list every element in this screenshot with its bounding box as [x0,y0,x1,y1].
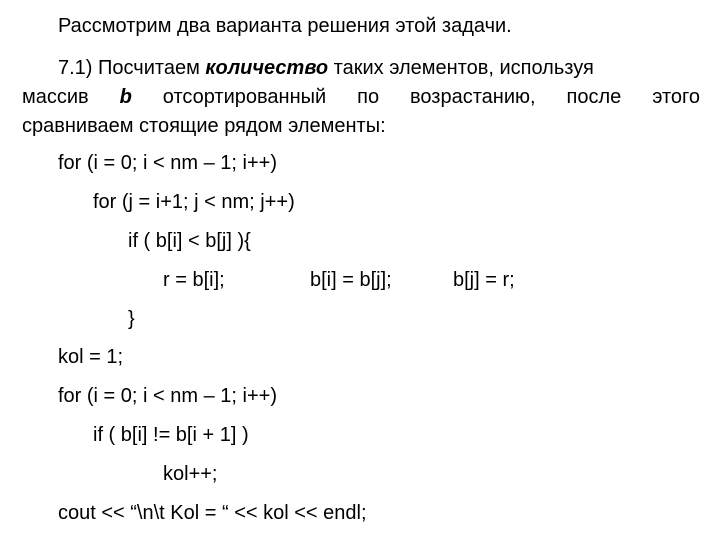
code-line-6: kol = 1; [58,346,124,368]
paragraph-line-3: сравниваем стоящие рядом элементы: [22,115,386,137]
paragraph-line-2 [22,85,700,109]
code-line-3: if ( b[i] < b[j] ){ [128,230,251,252]
paragraph-line-1-suffix: таких элементов, используя [328,57,594,79]
paragraph-line-1-prefix: 7.1) Посчитаем [58,57,206,79]
emphasis-kolichestvo: количество [205,57,329,79]
code-line-8: if ( b[i] != b[i + 1] ) [93,424,249,446]
paragraph-line-1 [58,56,594,80]
code-line-9: kol++; [163,463,218,485]
code-line-5: } [128,308,135,330]
intro-text: Рассмотрим два варианта решения этой задачи. [58,15,512,37]
code-line-4a: r = b[i]; [163,269,225,291]
code-line-7: for (i = 0; i < nm – 1; i++) [58,385,277,407]
paragraph-line-2-suffix: отсортированный по возрастанию, после этого [131,86,700,108]
emphasis-b: b [119,86,132,108]
paragraph-line-2-prefix: массив [22,86,120,108]
code-line-10: cout << “\n\t Kol = “ << kol << endl; [58,502,367,524]
code-line-4b: b[i] = b[j]; [310,269,392,291]
code-line-1: for (i = 0; i < nm – 1; i++) [58,152,277,174]
code-line-2: for (j = i+1; j < nm; j++) [93,191,295,213]
code-line-4c: b[j] = r; [453,269,515,291]
